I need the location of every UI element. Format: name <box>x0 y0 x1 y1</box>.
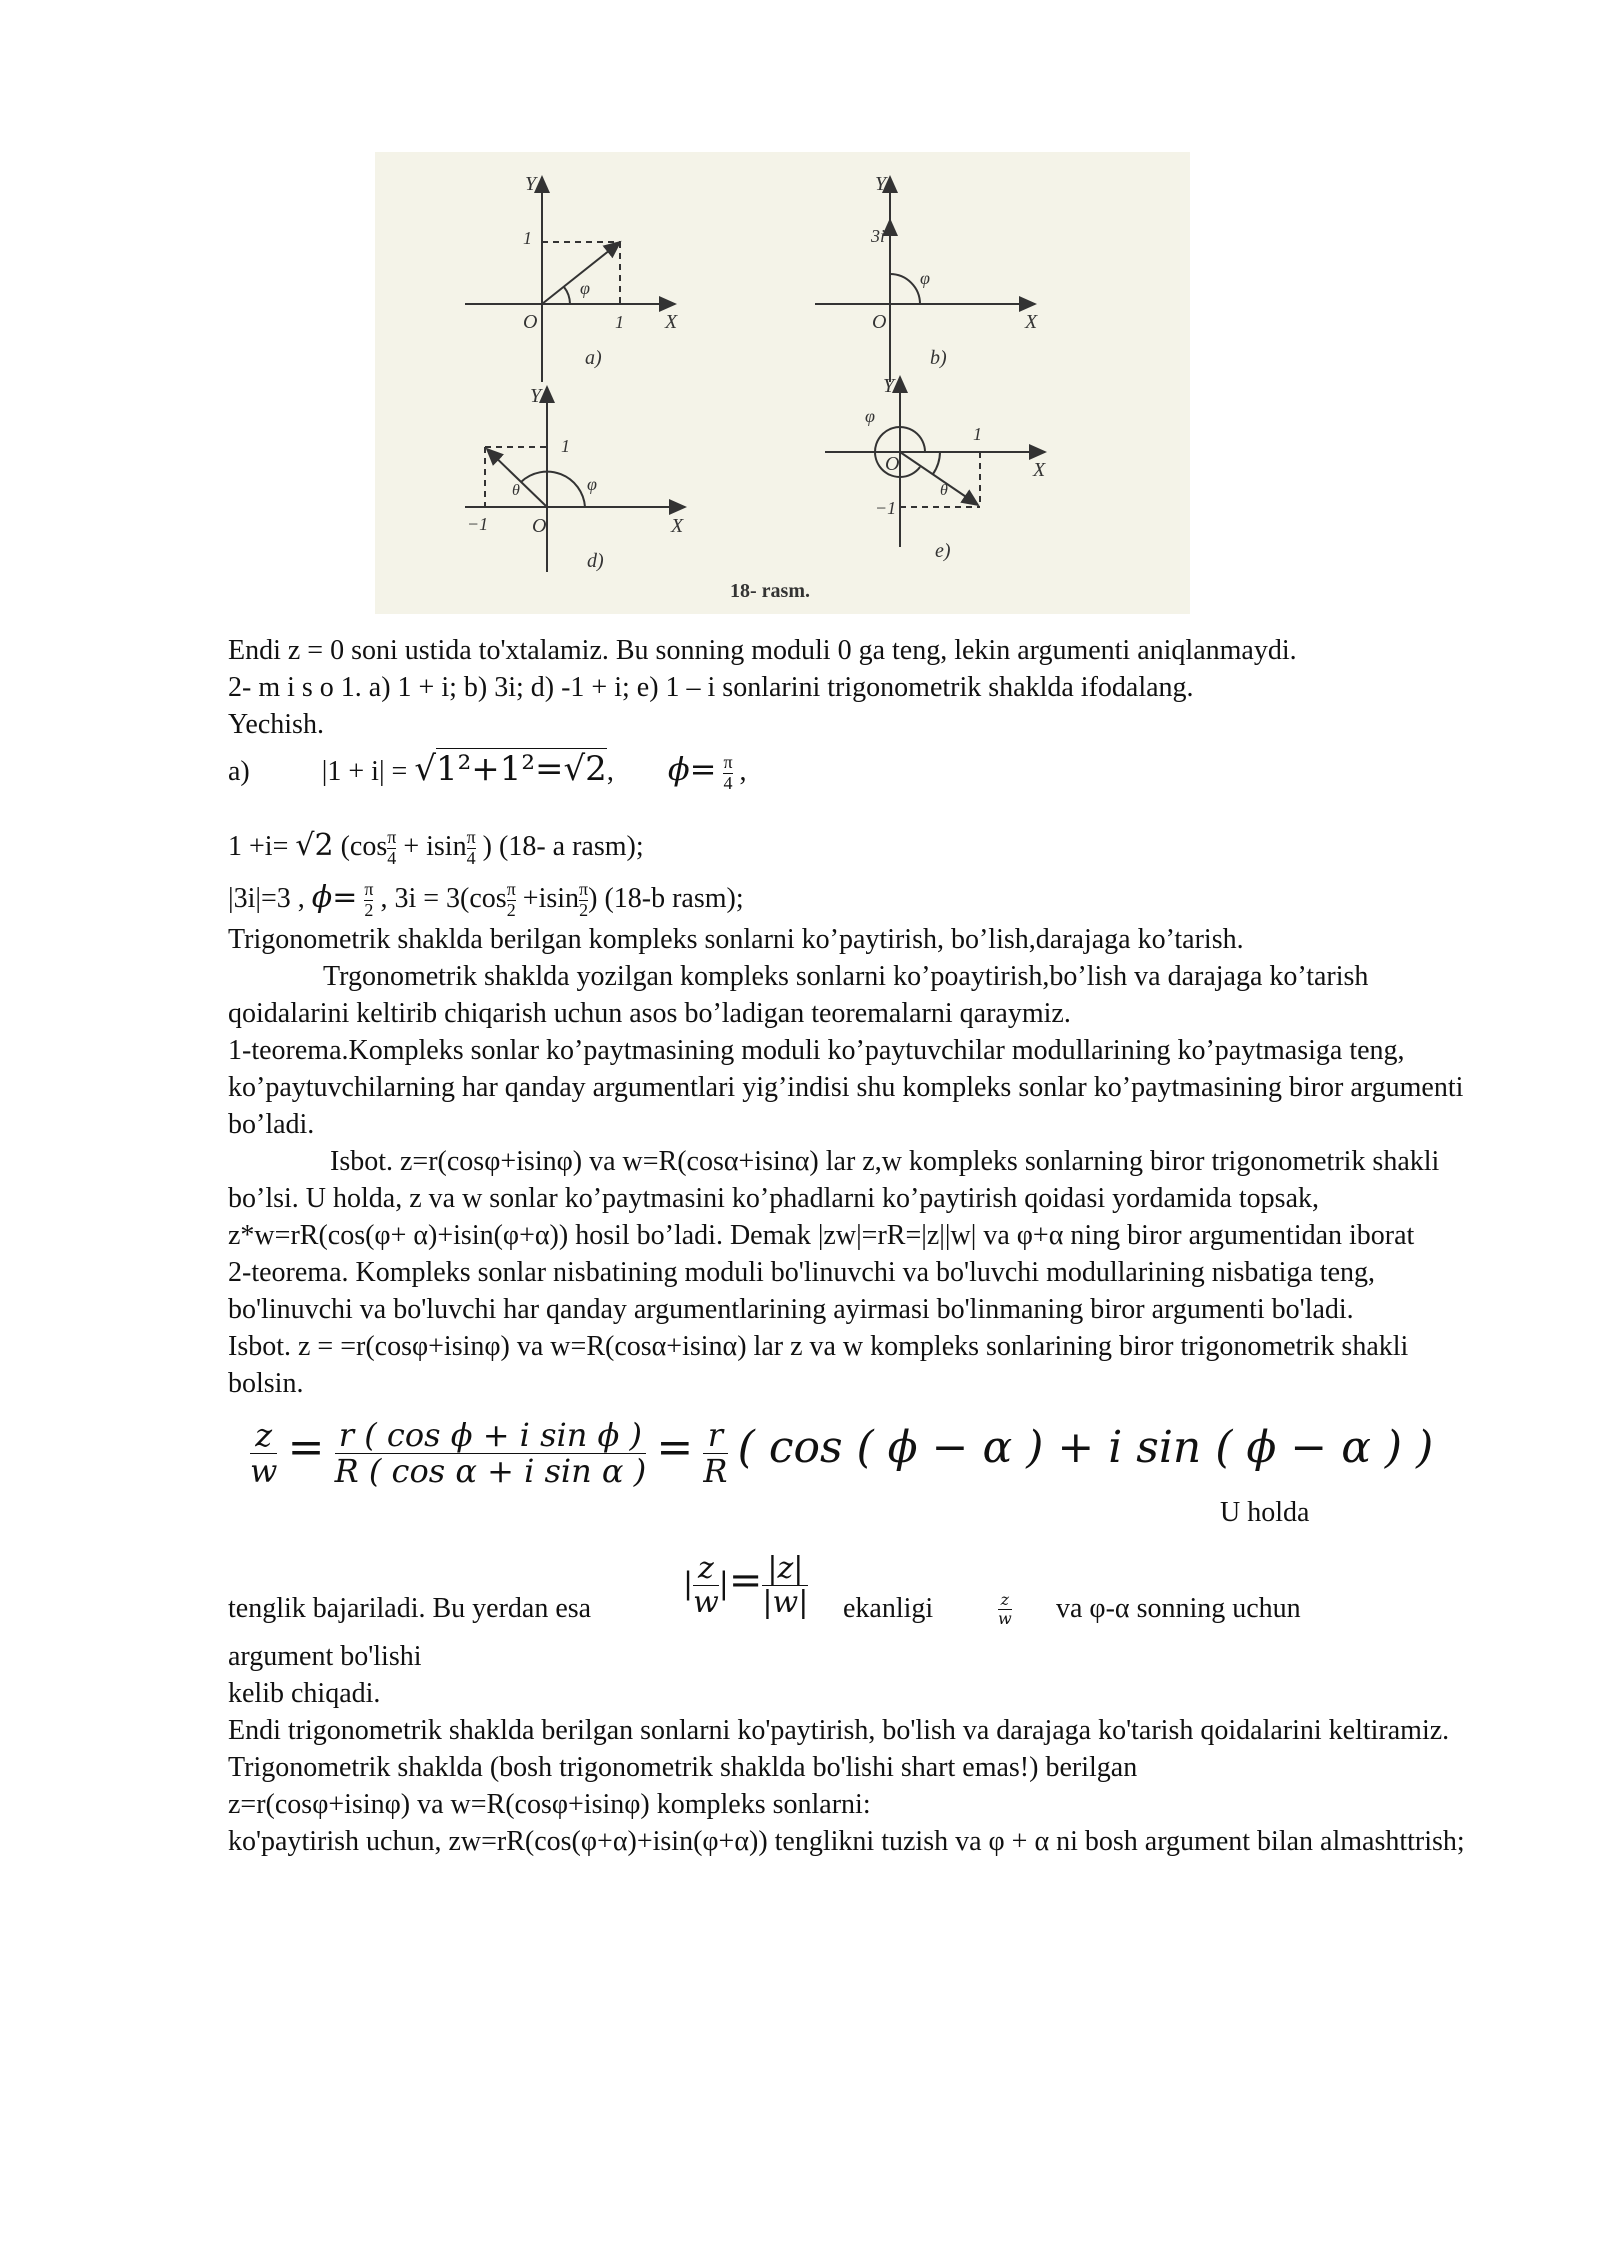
panel-a-x-label: X <box>665 311 678 333</box>
f-eq2: = <box>656 1421 694 1473</box>
frac-z-w-abs <box>693 1552 719 1619</box>
panel-e <box>825 377 1045 547</box>
phi-eq: ϕ= <box>311 879 358 915</box>
solution-heading: Yechish. <box>228 709 324 740</box>
paragraph-z-zero: Endi z = 0 soni ustida to'xtalamiz. Bu sonning moduli 0 ga teng, lekin argumenti aniqlanmaydi. <box>228 635 1297 666</box>
comma: , <box>606 756 614 787</box>
pi-numerator: π <box>506 879 516 900</box>
figure-caption: 18- rasm. <box>730 580 810 602</box>
fw2: w <box>693 1584 719 1620</box>
frac-main <box>334 1415 647 1490</box>
panel-a-origin: O <box>523 311 538 333</box>
panel-a-label: a) <box>585 347 602 369</box>
pi-over-2 <box>579 880 588 921</box>
two-denominator: 2 <box>579 899 589 920</box>
ekanligi-text: ekanligi <box>843 1592 934 1624</box>
panel-b-y-label: Y <box>875 173 887 195</box>
panel-e-y-tick: −1 <box>875 498 897 518</box>
pi-numerator: π <box>364 879 374 900</box>
panel-b-angle: φ <box>920 268 930 288</box>
solution-a-label: a) <box>228 756 250 787</box>
solution-a-modulus: |1 + i| = <box>321 756 408 787</box>
trig-end: ) (18- a rasm); <box>482 831 644 862</box>
cos-text: (cos <box>340 831 388 862</box>
panel-d-y-label: Y <box>530 385 542 407</box>
panel-e-x-label: X <box>1033 459 1046 481</box>
two-denominator: 2 <box>506 899 516 920</box>
rules-intro: Endi trigonometrik shaklda berilgan sonlarni ko'paytirish, bo'lish va darajaga ko'tarish qoidalarini keltiramiz. <box>228 1714 1450 1746</box>
rules-multiply: ko'paytirish uchun, zw=rR(cos(φ+α)+isin(φ+α)) tenglikni tuzish va φ + α ni bosh argument bilan almashttrish; <box>228 1825 1465 1857</box>
pi-numerator: π <box>466 827 476 848</box>
pi-numerator: π <box>387 827 397 848</box>
theorem-2: 2-teorema. Kompleks sonlar nisbatining moduli bo'linuvchi va bo'luvchi modullarining nisbatiga teng, bo'linuvchi va bo'luvchi har qanday argumentlarining ayirmasi bo'linmaning biror argumenti bo'ladi. <box>228 1256 1376 1325</box>
panel-e-origin: O <box>885 453 900 475</box>
f-r: r <box>707 1415 724 1454</box>
3i-cos: , 3i = 3(cos <box>380 882 507 914</box>
panel-e-x-tick: 1 <box>973 424 982 444</box>
pi-over-4 <box>723 753 732 794</box>
comma: , <box>739 756 747 787</box>
3i-end: ) (18-b rasm); <box>588 882 744 914</box>
solution-a-phi: ϕ= <box>667 750 717 788</box>
panel-a-y-tick: 1 <box>523 228 532 248</box>
small-frac <box>998 1590 1012 1628</box>
abs-w: |w| <box>762 1584 809 1620</box>
abs-3i: |3i|=3 , <box>228 882 305 914</box>
four-denominator: 4 <box>466 848 476 869</box>
fw3: w <box>998 1608 1012 1628</box>
fz2: z <box>698 1550 714 1586</box>
panel-b-x-label: X <box>1025 311 1038 333</box>
f-eq1: = <box>287 1421 325 1473</box>
four-denominator: 4 <box>387 848 397 869</box>
proof-1 <box>228 1143 1488 1254</box>
pi-over-4 <box>467 828 476 869</box>
panel-e-angle: φ <box>865 406 875 426</box>
u-holda: U holda <box>1220 1496 1310 1528</box>
panel-b-label: b) <box>930 347 947 369</box>
isin-text: + isin <box>403 831 467 862</box>
theorem-1: 1-teorema.Kompleks sonlar ko’paytmasining moduli ko’paytuvchilar modullarining ko’paytmasiga teng, ko’paytuvchilarning har qanday argumentlari yig’indisi shu kompleks sonlar ko’paytmasining biror argumenti bo’ladi. <box>228 1034 1464 1140</box>
modulus-formula: | $\frac{z}{w}$ |= $\frac{|z|}{|w|}$ <box>683 1550 809 1620</box>
solution-b-trig <box>228 879 1488 921</box>
pi-over-2 <box>364 880 373 921</box>
pi-over-2 <box>507 880 516 921</box>
f-denominator: R ( cos α + i sin α ) <box>334 1451 647 1490</box>
panel-a <box>465 177 675 382</box>
panel-d-angle2: θ <box>512 482 520 499</box>
panel-d-y-tick: 1 <box>561 436 570 456</box>
va-text: va φ-α sonning uchun <box>1056 1592 1301 1624</box>
four-denominator: 4 <box>723 773 733 794</box>
trig-lhs: 1 +i= <box>228 831 289 862</box>
f-numerator: r ( cos ϕ + i sin ϕ ) <box>338 1415 642 1454</box>
panel-d-origin: O <box>532 515 547 537</box>
3i-isin: +isin <box>515 882 580 914</box>
complex-plane-diagrams <box>375 152 1190 614</box>
rules-numbers: z=r(cosφ+isinφ) va w=R(cosφ+isinφ) kompleks sonlarni: <box>228 1788 871 1820</box>
proof-2: Isbot. z = =r(cosφ+isinφ) va w=R(cosα+isinα) lar z va w kompleks sonlarining biror trigonometrik shakli bolsin. <box>228 1330 1409 1399</box>
panel-e-angle2: θ <box>940 482 948 499</box>
intro-paragraph <box>228 958 1488 1032</box>
frac-z-w-small <box>998 1591 1012 1627</box>
solution-a-line: a) |1 + i| = √1²+1²=√2, ϕ= $\frac{\pi}{4}$ , <box>228 749 747 794</box>
kelib-line: kelib chiqadi. <box>228 1677 381 1709</box>
solution-a-trig <box>228 827 1488 869</box>
tenglik-text: tenglik bajariladi. Bu yerdan esa <box>228 1592 592 1624</box>
panel-e-label: e) <box>935 540 951 562</box>
pi-numerator: π <box>579 879 589 900</box>
rules-given: Trigonometrik shaklda (bosh trigonometrik shaklda bo'lishi shart emas!) berilgan <box>228 1751 1138 1783</box>
argument-line: argument bo'lishi <box>228 1640 422 1672</box>
pi-numerator: π <box>723 752 733 773</box>
frac-r-R <box>703 1415 728 1490</box>
panel-d-x-tick: −1 <box>467 514 489 534</box>
panel-a-x-tick: 1 <box>615 312 624 332</box>
panel-e-y-label: Y <box>883 375 895 397</box>
intro-text: Trgonometrik shaklda yozilgan kompleks sonlarni ko’poaytirish,bo’lish va darajaga ko’tarish qoidalarini keltirib chiqarish uchun asos bo’ladigan teoremalarni qaraymiz. <box>228 960 1369 1029</box>
sqrt-two: √2 <box>295 828 334 863</box>
panel-b-y-tick: 3i <box>871 226 886 246</box>
example-heading: 2- m i s o 1. a) 1 + i; b) 3i; d) -1 + i; e) 1 – i sonlarini trigonometrik shaklda ifodalang. <box>228 672 1194 703</box>
panel-d-x-label: X <box>671 515 684 537</box>
section-heading: Trigonometrik shaklda berilgan kompleks sonlarni ko’paytirish, bo’lish,darajaga ko’tarish. <box>228 923 1244 955</box>
division-formula <box>228 1402 1488 1552</box>
solution-a-root: 1²+1²=√2 <box>436 749 607 789</box>
panel-d-angle: φ <box>587 474 597 494</box>
f-rest: ( cos ( ϕ − α ) + i sin ( ϕ − α ) ) <box>737 1421 1434 1473</box>
panel-d <box>465 387 685 572</box>
panel-b-origin: O <box>872 311 887 333</box>
panel-d-label: d) <box>587 550 604 572</box>
figure-18 <box>375 152 1190 614</box>
frac-abs <box>762 1552 808 1619</box>
panel-a-angle: φ <box>580 278 590 298</box>
f-R: R <box>703 1451 728 1490</box>
document-body <box>228 632 1488 1860</box>
panel-a-y-label: Y <box>525 173 537 195</box>
f-z: z <box>255 1415 273 1454</box>
proof-1-text: Isbot. z=r(cosφ+isinφ) va w=R(cosα+isinα) lar z,w kompleks sonlarning biror trigonometrik shakli bo’lsi. U holda, z va w sonlar ko’paytmasini ko’phadlarni ko’paytirish qoidasi yordamida topsak, z*w=rR(cos(φ+ α)+isin(φ+α)) hosil bo’ladi. Demak |zw|=rR=|z||w| va φ+α ning biror argumentidan iborat <box>228 1145 1440 1251</box>
two-denominator: 2 <box>364 899 374 920</box>
pi-over-4 <box>387 828 396 869</box>
abs-z: |z| <box>767 1550 804 1586</box>
frac-z-w <box>250 1415 278 1490</box>
fz3: z <box>1000 1590 1010 1610</box>
f-w: w <box>250 1451 278 1490</box>
modulus-line <box>228 1552 1488 1638</box>
f-eq3: = <box>728 1557 763 1604</box>
